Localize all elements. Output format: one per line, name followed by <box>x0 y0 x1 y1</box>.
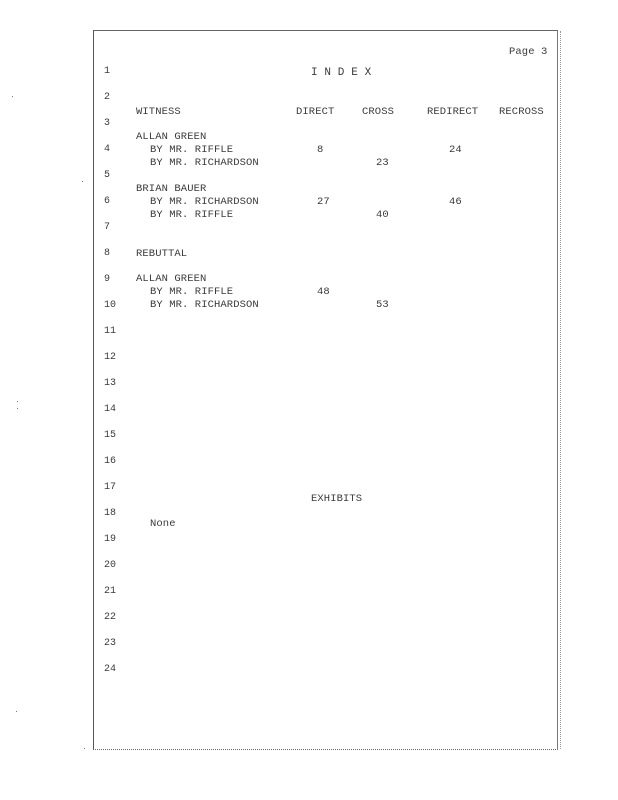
line-number: 19 <box>104 534 117 545</box>
cross-header: CROSS <box>362 106 395 118</box>
cross-page: 40 <box>376 209 389 221</box>
direct-page: 8 <box>317 144 324 156</box>
redirect-page: 24 <box>449 144 462 156</box>
line-number: 18 <box>104 508 117 519</box>
redirect-page: 46 <box>449 196 462 208</box>
witness-header: WITNESS <box>136 106 181 118</box>
line-number: 14 <box>104 404 117 415</box>
scan-speck <box>16 711 17 712</box>
scan-speck <box>17 408 18 409</box>
recross-header: RECROSS <box>499 106 544 118</box>
line-number: 1 <box>104 66 111 77</box>
witness-name: ALLAN GREEN <box>136 273 207 285</box>
line-number: 5 <box>104 170 111 181</box>
examiner-row: BY MR. RICHARDSON <box>150 196 259 208</box>
examiner-row: BY MR. RIFFLE <box>150 286 234 298</box>
line-number: 21 <box>104 586 117 597</box>
exhibits-text: None <box>150 518 176 530</box>
line-number: 10 <box>104 300 117 311</box>
direct-page: 48 <box>317 286 330 298</box>
line-number: 2 <box>104 92 111 103</box>
line-number: 16 <box>104 456 117 467</box>
scan-speck <box>82 181 83 182</box>
line-number: 17 <box>104 482 117 493</box>
line-number: 6 <box>104 196 111 207</box>
examiner-row: BY MR. RIFFLE <box>150 144 234 156</box>
redirect-header: REDIRECT <box>427 106 479 118</box>
line-number: 4 <box>104 144 111 155</box>
line-number: 12 <box>104 352 117 363</box>
exhibits-heading: EXHIBITS <box>311 493 363 505</box>
rebuttal-heading: REBUTTAL <box>136 248 188 260</box>
line-number: 22 <box>104 612 117 623</box>
witness-name: ALLAN GREEN <box>136 131 207 143</box>
examiner-row: BY MR. RICHARDSON <box>150 299 259 311</box>
witness-name: BRIAN BAUER <box>136 183 207 195</box>
line-number: 24 <box>104 664 117 675</box>
direct-page: 27 <box>317 196 330 208</box>
line-number: 8 <box>104 248 111 259</box>
scan-speck <box>17 401 18 402</box>
examiner-row: BY MR. RIFFLE <box>150 209 234 221</box>
index-title: I N D E X <box>311 67 372 79</box>
line-number: 20 <box>104 560 117 571</box>
line-number: 13 <box>104 378 117 389</box>
line-number: 11 <box>104 326 117 337</box>
examiner-row: BY MR. RICHARDSON <box>150 157 259 169</box>
scan-speck <box>12 96 13 97</box>
cross-page: 23 <box>376 157 389 169</box>
cross-page: 53 <box>376 299 389 311</box>
page-number: Page 3 <box>509 46 548 58</box>
line-number: 23 <box>104 638 117 649</box>
line-number: 9 <box>104 274 111 285</box>
line-number: 7 <box>104 222 111 233</box>
line-number: 3 <box>104 118 111 129</box>
direct-header: DIRECT <box>296 106 335 118</box>
scan-speck <box>84 748 85 749</box>
line-number: 15 <box>104 430 117 441</box>
